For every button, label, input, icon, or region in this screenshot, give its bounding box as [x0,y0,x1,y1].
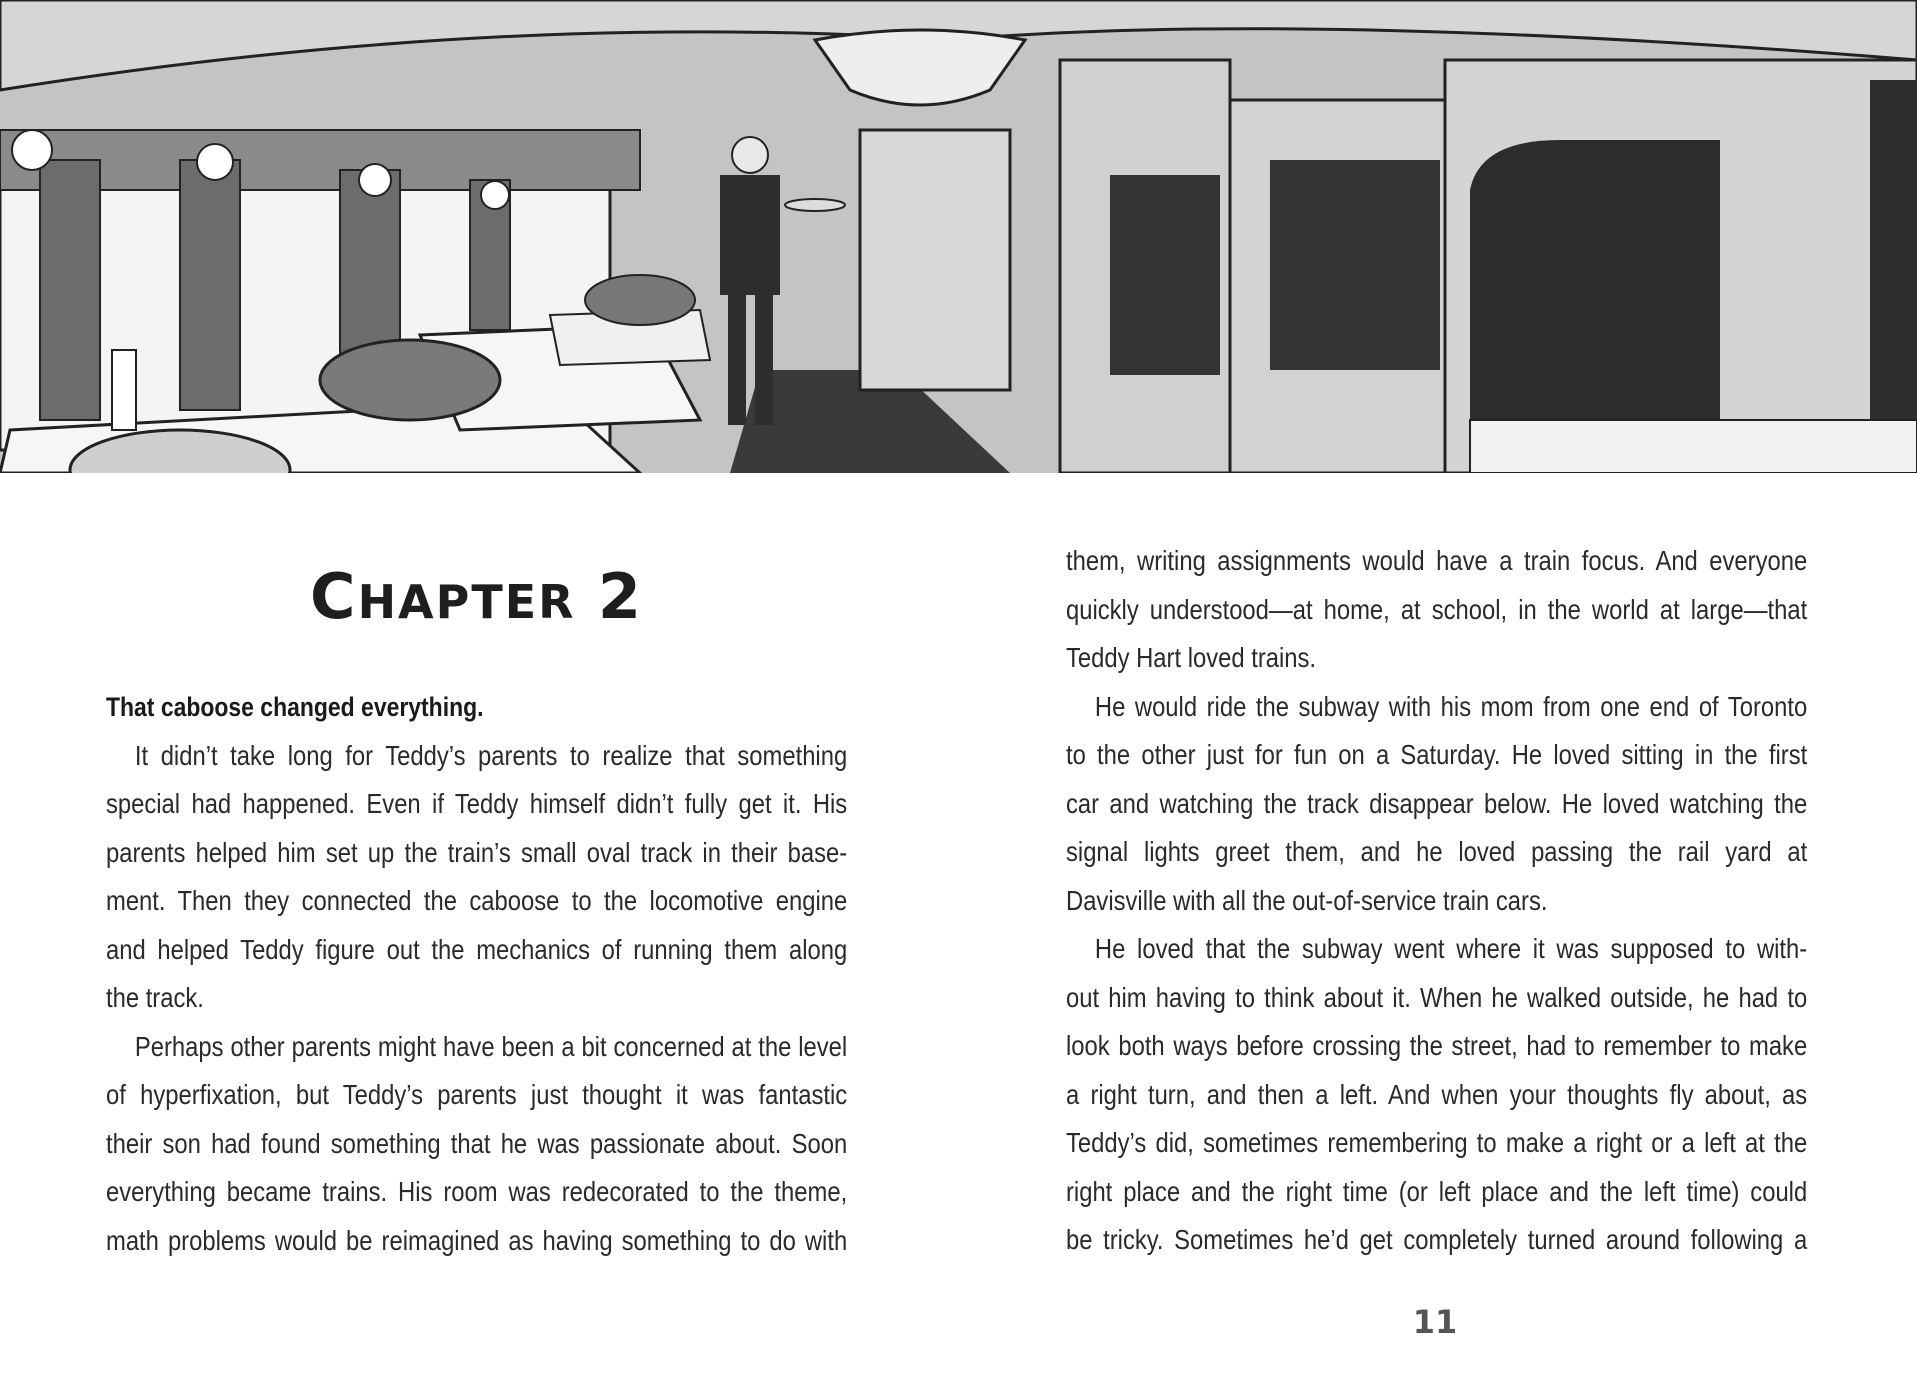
chapter-title-rest: HAPTER [357,575,576,629]
text-line: Teddy’s did, sometimes remembering to make a right or a left at the [1066,1127,1808,1158]
chapter-title [106,560,847,633]
text-line: quickly understood—at home, at school, in the world at large—that [1066,593,1808,625]
text-line: right place and the right time (or left place and the left time) could [1066,1175,1808,1207]
text-line: Perhaps other parents might have been a bit concerned at the level [134,1030,848,1062]
text-line: their son had found something that he was passionate about. Soon [106,1127,848,1159]
dining-car-illustration [0,0,1917,473]
chapter-number: 2 [597,560,643,633]
text-line: Teddy Hart loved trains. [1066,642,1317,673]
text-line: look both ways before crossing the street, had to remember to make [1066,1030,1808,1061]
text-line: of hyperfixation, but Teddy’s parents just thought it was fantastic [106,1079,848,1110]
right-text-column [1066,537,1807,1265]
text-line: out him having to think about it. When he walked outside, he had to [1066,981,1808,1013]
left-text-column [106,683,847,1265]
text-line: He loved that the subway went where it was supposed to with- [1094,933,1808,964]
page-number: 11 [1412,1303,1458,1341]
text-line: It didn’t take long for Teddy’s parents to realize that something [134,739,848,771]
text-line: Davisville with all the out-of-service train cars. [1066,884,1548,916]
chapter-title-initial: C [310,560,358,633]
text-line: He would ride the subway with his mom from one end of Toronto [1094,690,1808,722]
text-line: signal lights greet them, and he loved passing the rail yard at [1066,836,1808,867]
right-booths [1060,60,1917,473]
text-line: math problems would be reimagined as having something to do with [106,1224,848,1256]
text-line: to the other just for fun on a Saturday. He loved sitting in the first [1066,739,1808,770]
text-line: them, writing assignments would have a train focus. And everyone [1066,545,1808,576]
text-line: car and watching the track disappear below. He loved watching the [1066,787,1808,819]
lead-sentence: That caboose changed everything. [106,692,484,722]
text-line: everything became trains. His room was redecorated to the theme, [106,1176,848,1207]
text-line: ment. Then they connected the caboose to the locomotive engine [106,885,848,916]
text-line: a right turn, and then a left. And when your thoughts fly about, as [1066,1078,1808,1110]
text-line: special had happened. Even if Teddy himself didn’t fully get it. His [106,788,848,819]
text-line: and helped Teddy figure out the mechanics of running them along [106,933,848,965]
text-line: the track. [106,982,204,1013]
text-line: parents helped him set up the train’s small oval track in their base- [106,836,848,868]
text-line: be tricky. Sometimes he’d get completely turned around following a [1066,1224,1808,1255]
